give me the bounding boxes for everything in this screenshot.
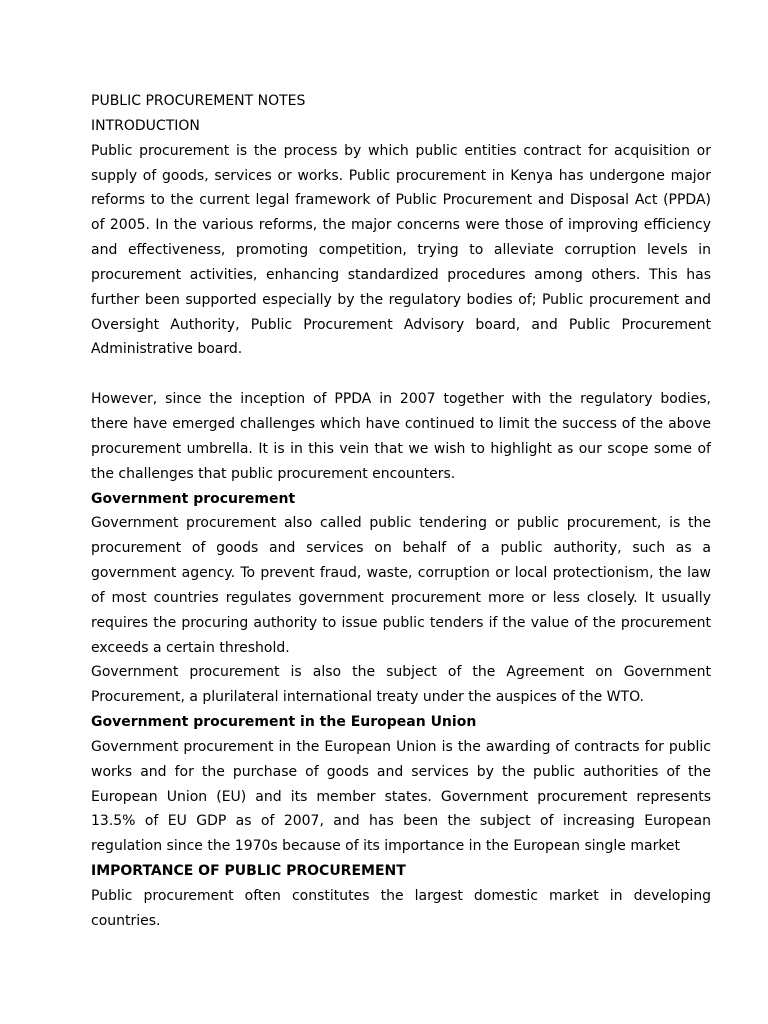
heading-importance: IMPORTANCE OF PUBLIC PROCUREMENT [91, 863, 406, 880]
intro-paragraph-2: However, since the inception of PPDA in 2007 together with the regulatory bodies, there have emerged challenges which have continued to limit the success of the above procurement umbrella. It is in this vein that we wish to highlight as our scope some of the challenges that public procurement encounters. [91, 391, 711, 482]
section-heading-introduction: INTRODUCTION [91, 117, 200, 134]
paragraph-spacer [91, 362, 711, 387]
government-paragraph-2: Government procurement is also the subject of the Agreement on Government Procurement, a plurilateral international treaty under the auspices of the WTO. [91, 664, 711, 706]
intro-paragraph-1: Public procurement is the process by which public entities contract for acquisition or supply of goods, services or works. Public procurement in Kenya has undergone major reforms to the current legal framework of Public Procurement and Disposal Act (PPDA) of 2005. In the various reforms, the major concerns were those of improving efficiency and effectiveness, promoting competition, trying to alleviate corruption levels in procurement activities, enhancing standardized procedures among others. This has further been supported especially by the regulatory bodies of; Public procurement and Oversight Authority, Public Procurement Advisory board, and Public Procurement Administrative board. [91, 142, 711, 358]
government-paragraph-1: Government procurement also called public tendering or public procurement, is the procurement of goods and services on behalf of a public authority, such as a government agency. To prevent fraud, waste, corruption or local protectionism, the law of most countries regulates government procurement more or less closely. It usually requires the procuring authority to issue public tenders if the value of the procurement exceeds a certain threshold. [91, 515, 711, 656]
document-title: PUBLIC PROCUREMENT NOTES [91, 93, 306, 109]
heading-government-procurement: Government procurement [91, 490, 296, 507]
eu-paragraph-1: Government procurement in the European Union is the awarding of contracts for public works and for the purchase of goods and services by the public authorities of the European Union (EU) and its member states. Government procurement represents 13.5% of EU GDP as of 2007, and has been the subject of increasing European regulation since the 1970s because of its importance in the European single market [91, 738, 711, 855]
importance-paragraph-1: Public procurement often constitutes the largest domestic market in developing countries. [91, 888, 711, 929]
heading-eu-procurement: Government procurement in the European Union [91, 714, 477, 731]
document-body [91, 89, 711, 934]
